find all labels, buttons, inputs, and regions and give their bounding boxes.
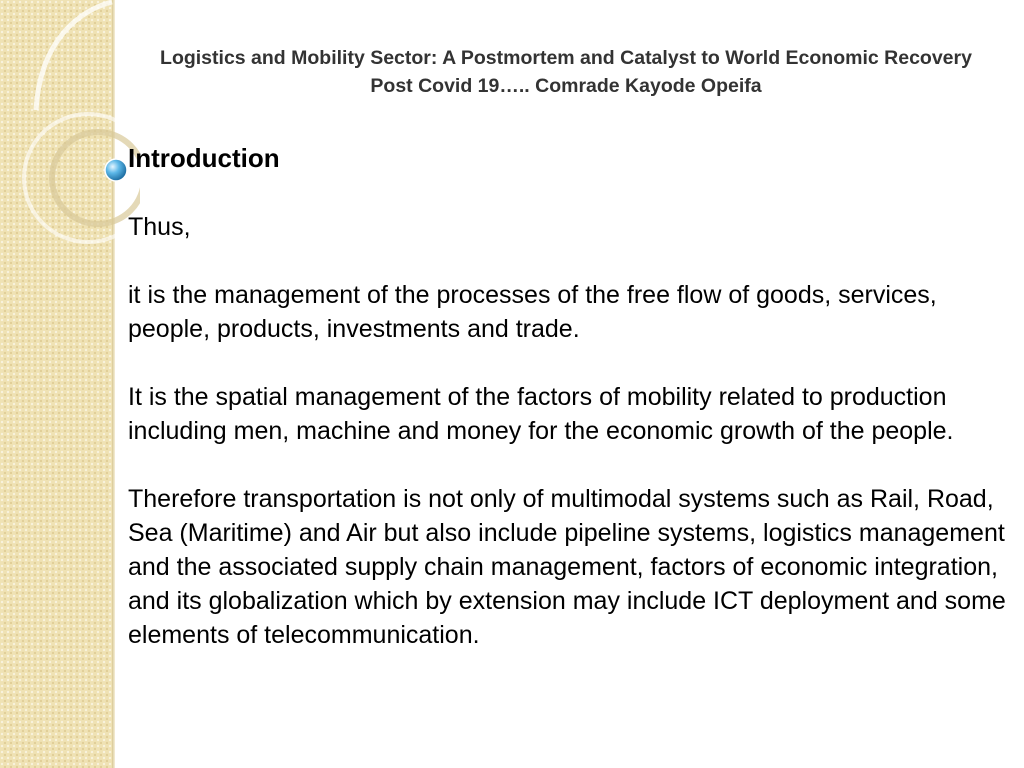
body-text <box>128 210 1008 686</box>
decorative-rings-graphic <box>0 0 140 260</box>
decorative-ring-inner <box>52 132 140 224</box>
decorative-arc-top <box>36 2 112 110</box>
paragraph-definition: it is the management of the processes of the free flow of goods, services, people, products, investments and trade. <box>128 281 937 343</box>
paragraph-transportation: Therefore transportation is not only of multimodal systems such as Rail, Road, Sea (Maritime) and Air but also include pipeline systems, logistics management and the associated supply chain management, factors of economic integration, and its globalization which by extension may include ICT deployment and some elements of telecommunication. <box>128 485 1006 649</box>
slide-title: Logistics and Mobility Sector: A Postmortem and Catalyst to World Economic Recovery Post Covid 19….. Comrade Kayode Opeifa <box>160 47 972 97</box>
blue-bullet-icon <box>105 159 127 181</box>
paragraph-spatial-management: It is the spatial management of the factors of mobility related to production including men, machine and money for the economic growth of the people. <box>128 383 954 445</box>
paragraph-thus: Thus, <box>128 213 191 241</box>
section-heading: Introduction <box>128 143 280 173</box>
